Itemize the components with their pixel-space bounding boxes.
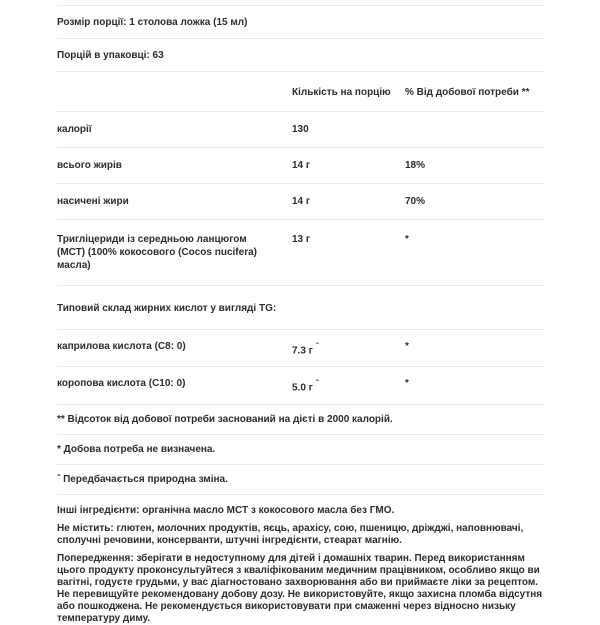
serving-size-text: Розмір порції: 1 столова ложка (15 мл) xyxy=(57,17,248,28)
table-header-row xyxy=(57,72,545,111)
footnote-text: ˆ Передбачається природна зміна. xyxy=(57,473,228,485)
supplement-facts-panel xyxy=(57,0,545,625)
footnote-text: * Добова потреба не визначена. xyxy=(57,443,216,455)
nutrient-dv: * xyxy=(405,234,409,245)
fatty-acid-section-header xyxy=(57,286,545,329)
table-row-capric-acid xyxy=(57,367,545,403)
variation-sup-mark: ˆ xyxy=(315,379,319,389)
table-row-mct xyxy=(57,220,545,285)
nutrient-label: калорії xyxy=(57,124,92,135)
warning-paragraph: Попередження: зберігати в недоступному для дітей і домашніх тварин. Перед використанням цього продукту проконсультуйтеся з кваліфікованим медичним працівником, особливо якщо ви вагітні, годуєте грудьми, у вас діагностовано захворювання або ви приймаєте ліки за рецептом. Не перевищуйте рекомендовану добову дозу. Не використовуйте, якщо захисна пломба відсутня або пошкоджена. Не рекомендується використовувати при смаженні через відносно низьку температуру диму. xyxy=(57,552,543,624)
nutrient-dv: * xyxy=(405,378,409,390)
nutrient-dv: 70% xyxy=(405,196,426,207)
nutrient-amount xyxy=(292,340,405,357)
serving-size-row xyxy=(57,6,545,38)
nutrient-amount: 130 xyxy=(292,124,309,135)
contains-no-paragraph: Не містить: глютен, молочних продуктів, яєць, арахісу, сою, пшеницю, дріжджі, наповнювачі, сполучні речовини, консерванти, штучні інгредієнти, стеарат магнію. xyxy=(57,522,524,546)
nutrient-label: коропова кислота (C10: 0) xyxy=(57,378,186,390)
divider xyxy=(57,494,545,495)
footnote-dv-not-established xyxy=(57,435,545,464)
table-row-total-fat xyxy=(57,148,545,183)
section-header-text: Типовий склад жирних кислот у вигляді TG: xyxy=(57,303,277,314)
nutrient-label: всього жирів xyxy=(57,160,122,171)
nutrient-dv: 18% xyxy=(405,160,426,171)
nutrient-amount xyxy=(292,377,405,394)
footnote-text: ** Відсоток від добової потреби заснований на дієті в 2000 калорій. xyxy=(57,413,393,425)
footnote-daily-value xyxy=(57,405,545,434)
variation-sup-mark: ˆ xyxy=(315,342,319,351)
nutrient-amount: 14 г xyxy=(292,196,311,207)
daily-value-header: % Від добової потреби ** xyxy=(405,87,530,98)
table-row-calories xyxy=(57,112,545,147)
servings-per-container-text: Порцій в упаковці: 63 xyxy=(57,50,164,61)
nutrient-label: насичені жири xyxy=(57,196,129,207)
info-paragraphs xyxy=(57,505,545,625)
nutrient-amount: 14 г xyxy=(292,160,311,171)
other-ingredients-paragraph: Інші інгредієнти: органічна масло МСТ з кокосового масла без ГМО. xyxy=(57,504,395,516)
amount-value: 7.3 г xyxy=(292,345,313,357)
amount-per-serving-header: Кількість на порцію xyxy=(292,87,391,98)
nutrient-dv: * xyxy=(405,341,409,352)
nutrient-label: каприлова кислота (C8: 0) xyxy=(57,341,186,352)
footnote-natural-variation xyxy=(57,465,545,494)
nutrient-label: Тригліцериди із середньою ланцюгом (МСТ) (100% кокосового (Cocos nucifera) масла) xyxy=(57,234,257,271)
amount-value: 5.0 г xyxy=(292,382,313,394)
servings-per-container-row xyxy=(57,39,545,71)
table-row-saturated-fat xyxy=(57,184,545,219)
table-row-caprylic-acid xyxy=(57,330,545,366)
nutrient-amount: 13 г xyxy=(292,234,311,245)
